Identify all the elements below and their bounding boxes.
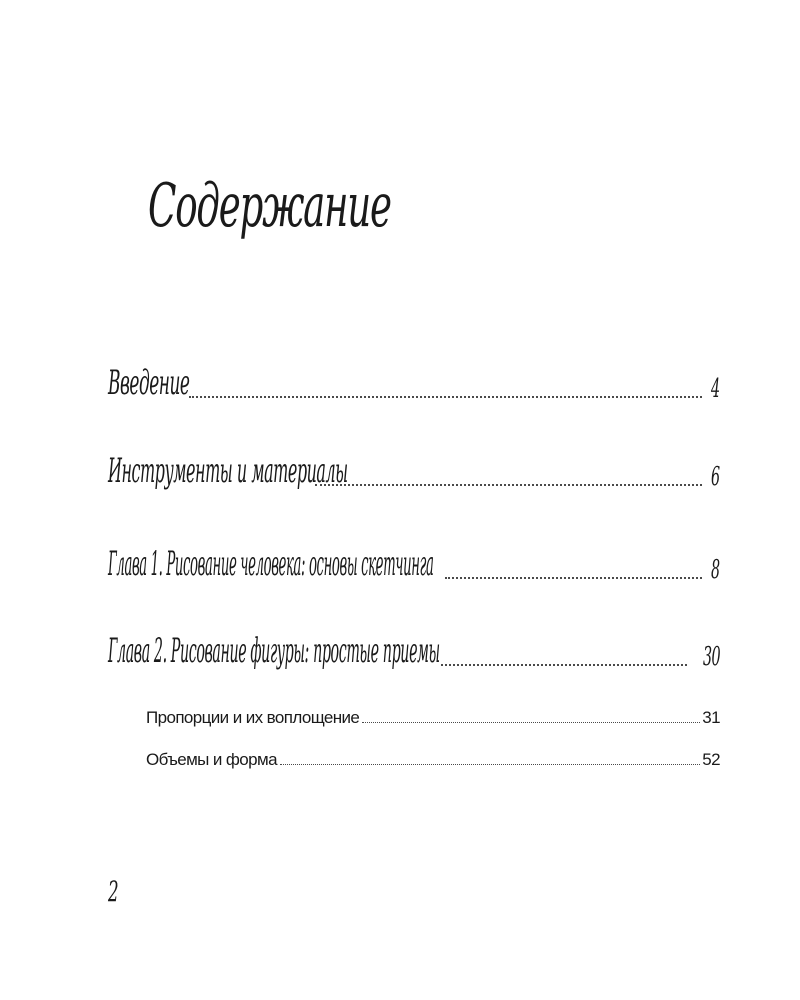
- toc-entry-volumes[interactable]: [146, 744, 720, 768]
- toc-entry-chapter-2[interactable]: [108, 620, 720, 670]
- toc-entry-page: 31: [702, 708, 720, 727]
- dot-leader: [280, 764, 700, 765]
- toc-entry-title: Объемы и форма: [146, 750, 277, 769]
- toc-entry-title: Глава 2. Рисование фигуры: простые приемы: [108, 631, 440, 671]
- toc-entry-proportions[interactable]: [146, 702, 720, 726]
- toc-entry-title: Введение: [108, 363, 190, 403]
- dot-leader: [362, 722, 700, 723]
- toc-entry-introduction[interactable]: [108, 352, 720, 402]
- dot-leader: [315, 484, 702, 486]
- toc-entry-page: 8: [711, 555, 720, 585]
- toc-entry-page: 30: [702, 642, 720, 672]
- toc-entry-page: 4: [711, 374, 720, 404]
- page-title: Содержание: [148, 171, 391, 241]
- toc-entry-chapter-1[interactable]: [108, 533, 720, 583]
- toc-entry-page: 6: [711, 462, 720, 492]
- toc-entry-title: Глава 1. Рисование человека: основы скетчинга: [108, 544, 434, 584]
- dot-leader: [441, 664, 687, 666]
- page-number: 2: [108, 875, 119, 908]
- dot-leader: [445, 577, 702, 579]
- toc-entry-title: Инструменты и материалы: [108, 451, 348, 491]
- toc-entry-title: Пропорции и их воплощение: [146, 708, 360, 727]
- dot-leader: [189, 396, 702, 398]
- toc-entry-page: 52: [702, 750, 720, 769]
- toc-entry-tools[interactable]: [108, 440, 720, 490]
